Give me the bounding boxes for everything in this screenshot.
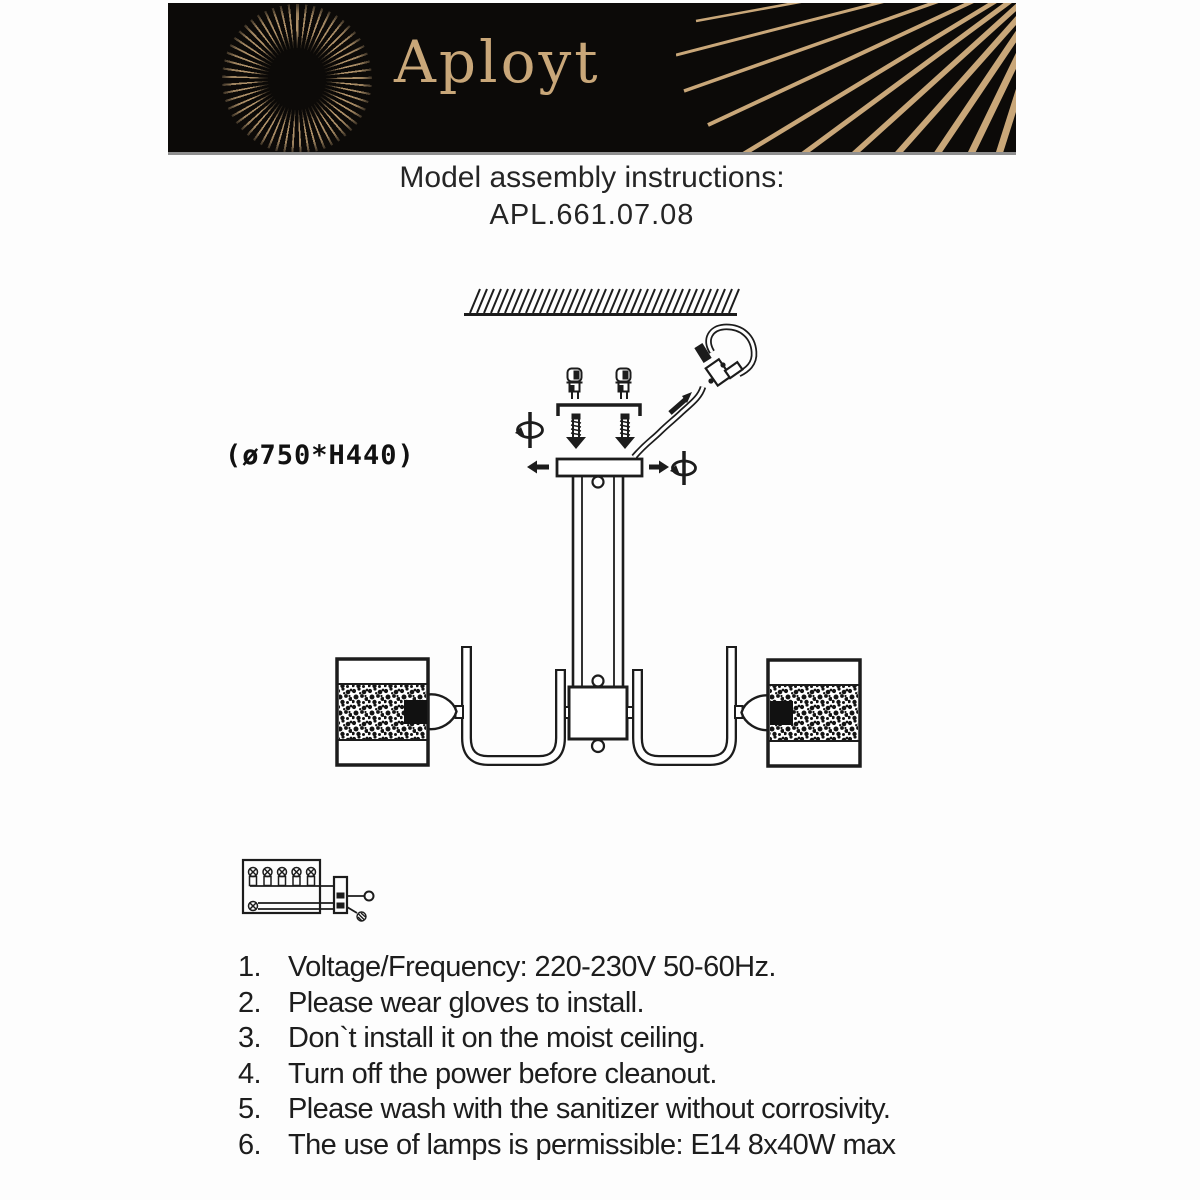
rotate-icon-right: [670, 451, 696, 485]
sunburst-logo-icon: [222, 4, 372, 154]
page-title: Model assembly instructions:: [399, 161, 785, 194]
lamp-arm-left: [461, 647, 566, 761]
dimension-label: (ø750*H440): [225, 440, 415, 471]
instruction-item: [238, 987, 1018, 1023]
instruction-item: [238, 951, 1018, 987]
slide-arrow-right: [649, 461, 669, 474]
wiring-diagram: [243, 860, 374, 921]
screw-icons: [566, 414, 635, 449]
corner-rays-icon: [676, 3, 1016, 152]
down-rod: [573, 476, 623, 690]
instruction-item: [238, 1129, 1018, 1165]
assembly-diagram: [200, 260, 1020, 960]
instruction-text: Please wear gloves to install.: [288, 986, 644, 1019]
instruction-text: Don`t install it on the moist ceiling.: [288, 1022, 706, 1054]
instruction-number: 2.: [238, 986, 261, 1019]
brand-banner: [168, 3, 1016, 155]
instruction-number: 5.: [238, 1093, 261, 1125]
slide-arrow-left: [527, 461, 549, 474]
instruction-number: 6.: [238, 1128, 261, 1161]
instruction-text: The use of lamps is permissible: E14 8x40W max: [288, 1128, 896, 1161]
bulb-right: [735, 695, 770, 730]
instruction-item: [238, 1058, 1018, 1094]
power-wire: [634, 327, 754, 457]
instruction-item: [238, 1093, 1018, 1129]
instruction-text: Please wash with the sanitizer without corrosivity.: [288, 1093, 891, 1125]
instruction-number: 3.: [238, 1022, 261, 1054]
lamp-arm-right: [632, 647, 737, 761]
rotate-icon-left: [515, 412, 543, 448]
lamp-shade-right: [768, 660, 860, 766]
brand-name: Aployt: [394, 28, 601, 96]
instruction-text: Voltage/Frequency: 220-230V 50-60Hz.: [288, 951, 776, 983]
lamp-shade-left: [337, 659, 428, 765]
mounting-plate: [557, 459, 642, 488]
bulb-left: [428, 694, 463, 729]
title-block: [168, 161, 1016, 232]
instruction-text: Turn off the power before cleanout.: [288, 1057, 717, 1090]
instruction-item: [238, 1022, 1018, 1058]
center-body: [561, 676, 636, 753]
ceiling-hatch: [464, 289, 739, 315]
instruction-list: [238, 951, 1018, 1164]
model-number: APL.661.07.08: [489, 199, 695, 231]
instruction-number: 4.: [238, 1057, 261, 1090]
wall-anchor-icons: [567, 369, 632, 400]
wire-connector: [670, 344, 742, 413]
instruction-number: 1.: [238, 951, 261, 983]
